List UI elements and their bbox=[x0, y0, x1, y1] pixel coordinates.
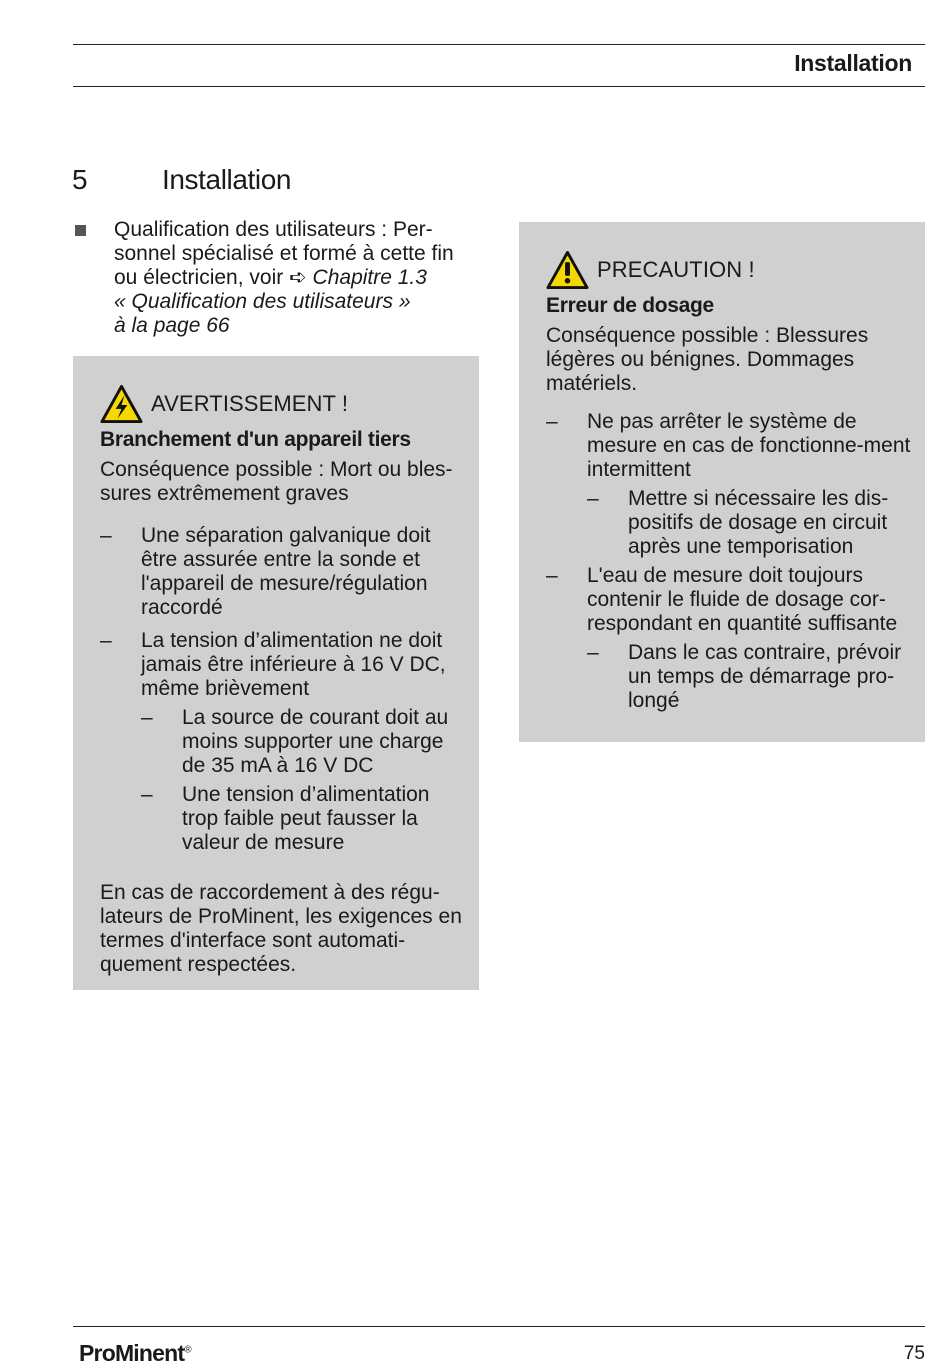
square-bullet-icon bbox=[75, 225, 86, 236]
list-subitem: – La source de courant doit au moins supporter une charge de 35 mA à 16 V DC bbox=[100, 706, 465, 778]
list-subitem: – Dans le cas contraire, prévoir un temps de démarrage pro-longé bbox=[546, 641, 911, 713]
qualification-body: Qualification des utilisateurs : Personnel spécialisé et formé à cette fin ou électricien, voir bbox=[114, 218, 454, 289]
qualification-text bbox=[114, 218, 479, 338]
cross-reference-arrow-icon: ➪ bbox=[289, 266, 307, 289]
list-item: – Ne pas arrêter le système de mesure en cas de fonctionne-ment intermittent bbox=[546, 410, 911, 482]
caution-measures-list bbox=[546, 410, 911, 713]
ref-chapter: Chapitre 1.3 bbox=[312, 266, 427, 289]
section-number: 5 bbox=[72, 164, 88, 195]
caution-box bbox=[519, 222, 925, 742]
caution-signal-header bbox=[546, 250, 911, 290]
warning-signal-header bbox=[100, 384, 465, 424]
caution-consequence: Conséquence possible : Blessures légères ou bénignes. Dommages matériels. bbox=[546, 324, 869, 395]
logo-text: ProMinent bbox=[79, 1340, 185, 1366]
list-item: – L'eau de mesure doit toujours contenir le fluide de dosage cor-respondant en quantité suffisante bbox=[546, 564, 911, 636]
warning-box bbox=[73, 356, 479, 990]
warning-consequence: Conséquence possible : Mort ou bles-sures extrêmement graves bbox=[100, 458, 453, 505]
caution-signal-word: PRECAUTION ! bbox=[597, 257, 755, 282]
electrical-hazard-icon bbox=[100, 384, 143, 424]
header-rule-top bbox=[73, 44, 925, 45]
list-item: – Une séparation galvanique doit être assurée entre la sonde et l'appareil de mesure/régulation raccordé bbox=[100, 524, 465, 620]
running-header-title: Installation bbox=[794, 50, 912, 76]
section-heading bbox=[72, 164, 291, 196]
list-item: – La tension d’alimentation ne doit jamais être inférieure à 16 V DC, même brièvement bbox=[100, 629, 465, 701]
page-number: 75 bbox=[903, 1343, 925, 1364]
warning-measures-list bbox=[100, 524, 465, 855]
footer-rule bbox=[73, 1326, 925, 1327]
section-title: Installation bbox=[162, 164, 292, 195]
qualification-note bbox=[73, 218, 479, 338]
warning-hazard-title: Branchement d'un appareil tiers bbox=[100, 428, 411, 451]
caution-hazard-title: Erreur de dosage bbox=[546, 294, 714, 317]
registered-mark: ® bbox=[184, 1344, 192, 1356]
list-subitem: – Mettre si nécessaire les dis-positifs de dosage en circuit après une temporisation bbox=[546, 487, 911, 559]
ref-page: à la page 66 bbox=[114, 314, 230, 337]
list-subitem: – Une tension d’alimentation trop faible peut fausser la valeur de mesure bbox=[100, 783, 465, 855]
ref-title: « Qualification des utilisateurs » bbox=[114, 290, 411, 313]
warning-signal-word: AVERTISSEMENT ! bbox=[151, 391, 349, 416]
warning-triangle-icon bbox=[546, 250, 589, 290]
warning-closing-note: En cas de raccordement à des régu-lateurs de ProMinent, les exigences en termes d'interface sont automati-quement respectées. bbox=[100, 881, 462, 976]
prominent-logo bbox=[79, 1340, 192, 1367]
header-rule-bottom bbox=[73, 86, 925, 87]
